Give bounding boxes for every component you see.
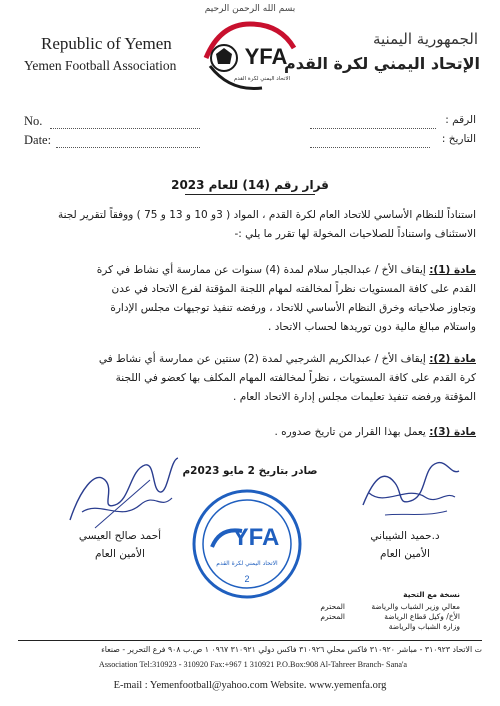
secretary-name: د.حميد الشيباني: [370, 530, 440, 542]
intro-line-2: الاستئناف واستناداً للصلاحيات المخولة لها تقرر ما يلي :-: [234, 228, 476, 240]
country-name-english: Republic of Yemen: [41, 34, 172, 53]
article-2-line-3: المؤقتة ورفضه تنفيذ تعليمات مجلس إدارة الاتحاد العام .: [233, 391, 476, 403]
date-dotted-line: [56, 146, 200, 148]
cc-item-1: معالي وزير الشباب والرياضة: [371, 602, 460, 611]
footer-english-contact: Association Tel:310923 - 310920 Fax:+967 1 310921 P.O.Box:908 Al-Tahreer Branch- Sana'a: [98, 660, 408, 669]
no-label: No.: [24, 114, 43, 128]
president-title: الأمين العام: [95, 548, 145, 560]
association-name-arabic: الإتحاد اليمني لكرة القدم: [283, 54, 480, 73]
intro-line-1: استناداً للنظام الأساسي للاتحاد العام لكرة القدم ، المواد ( 3و 10 و 13 و 75 ) ووفقاً لتقرير لجنة: [57, 209, 476, 221]
logo-caption: الاتحاد اليمني لكرة القدم: [233, 76, 291, 82]
date-label-arabic: التاريخ :: [441, 133, 476, 145]
president-name: أحمد صالح العيسي: [78, 530, 162, 542]
footer-divider: [18, 640, 482, 641]
article-3-line: [20, 423, 476, 442]
article-2-text-1: إيقاف الأخ / عبدالكريم الشرجبي لمدة (2) سنتين عن ممارسة أي نشاط في: [98, 353, 426, 365]
article-1-text-1: إيقاف الأخ / عبدالجبار سلام لمدة (4) سنوات عن ممارسة أي نشاط في كرة: [96, 264, 426, 276]
association-name-english: Yemen Football Association: [24, 58, 177, 73]
secretary-signature: [355, 445, 465, 525]
article-3-text: يعمل بهذا القرار من تاريخ صدوره .: [274, 426, 426, 438]
title-underline: [185, 194, 315, 195]
official-stamp: [190, 487, 305, 602]
secretary-title: الأمين العام: [380, 548, 430, 560]
no-dotted-line: [50, 127, 200, 129]
basmala-calligraphy: بسم الله الرحمن الرحيم: [204, 4, 296, 14]
article-1-line-2: القدم على كافة المستويات نظراً لمخالفته لمهام اللجنة المؤقتة لفرع الاتحاد في عدن: [111, 283, 476, 295]
cc-respect-1: المحترم: [320, 602, 345, 611]
ar-date-dotted-line: [310, 146, 430, 148]
date-label: Date:: [24, 133, 52, 147]
cc-heading: نسخة مع التحية: [403, 590, 460, 599]
footer-arabic-contact: ت الاتحاد ٣١٠٩٢٣ - مباشر ٣١٠٩٢٠ فاكس محلي ٣١٠٩٢٦ فاكس دولي ٣١٠٩٢١ ٠٩٦٧ ١ ص.ب ٩٠٨ فرع التحرير - صنعاء: [101, 645, 482, 654]
cc-item-3: وزارة الشباب والرياضة: [388, 622, 460, 631]
article-1-label: مادة (1):: [429, 264, 476, 276]
country-name-arabic: الجمهورية اليمنية: [372, 30, 478, 48]
stamp-ring-text: الاتحاد اليمني لكرة القدم: [216, 560, 278, 567]
article-3-label: مادة (3):: [429, 426, 476, 438]
president-signature: [60, 450, 190, 535]
cc-item-2: الأخ/ وكيل قطاع الرياضة: [384, 612, 460, 621]
logo-text: YFA: [244, 44, 288, 69]
ar-no-dotted-line: [310, 127, 436, 129]
article-1-line-3: وتجاوز صلاحياته وخرق النظام الأساسي للاتحاد ، ورفضه تنفيذ توجيهات مجلس الإدارة: [110, 302, 476, 314]
number-label-arabic: الرقم :: [445, 114, 476, 126]
article-1-line-1: [20, 261, 476, 280]
footer-email-website: E-mail : Yemenfootball@yahoo.com Website. www.yemenfa.org: [113, 680, 387, 691]
article-2-line-1: [20, 350, 476, 369]
article-1-line-4: واستلام مبالغ مالية دون توريدها لحساب الاتحاد .: [268, 321, 476, 333]
decision-title: قرار رقم (14) للعام 2023: [171, 178, 329, 192]
cc-respect-2: المحترم: [320, 612, 345, 621]
article-2-label: مادة (2):: [429, 353, 476, 365]
yfa-logo: [200, 18, 300, 98]
article-2-line-2: كرة القدم على كافة المستويات ، نظراً لمخالفته المهام المكلف بها كعضو في اللجنة: [115, 372, 476, 384]
issued-date: صادر بتاريخ 2 مايو 2023م: [182, 465, 318, 477]
stamp-text: YFA: [232, 524, 280, 551]
stamp-number: 2: [244, 574, 250, 584]
